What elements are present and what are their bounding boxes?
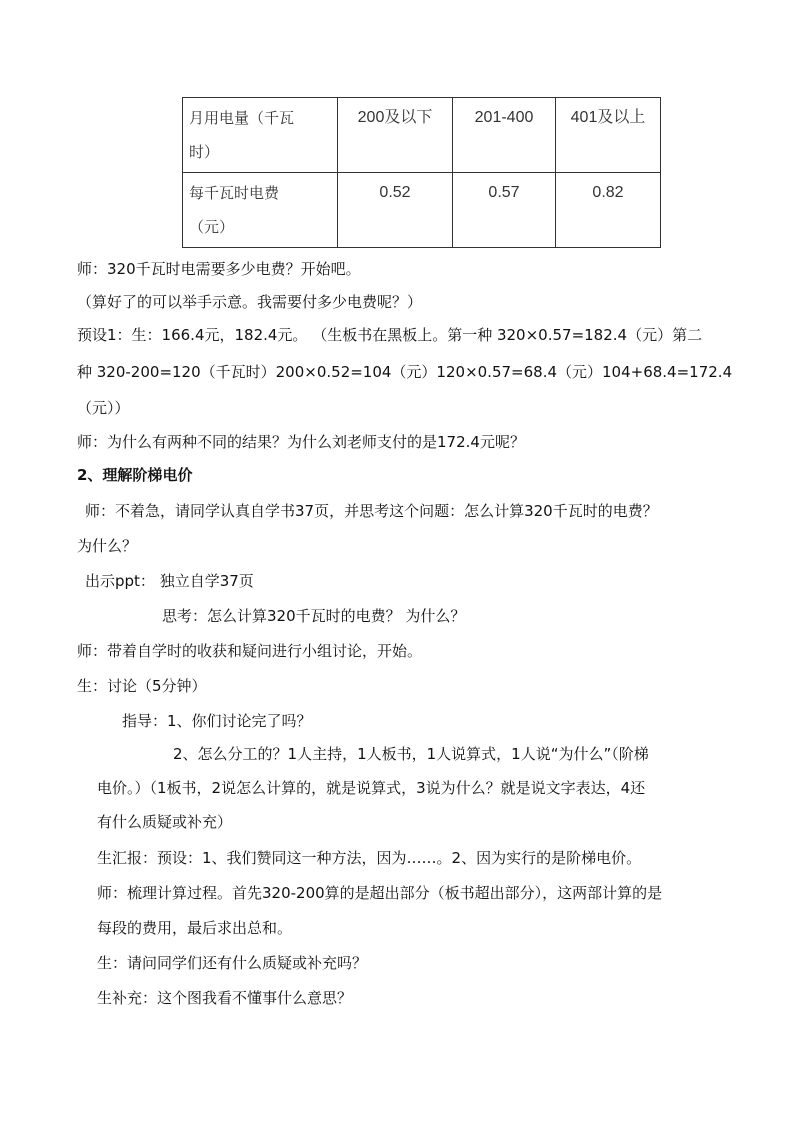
rate-label-line1: 每千瓦时电费 — [189, 184, 280, 202]
rate-label-line2: （元） — [189, 218, 235, 236]
tier-3-cell: 401及以上 — [556, 98, 661, 173]
text-line-7: 师：不着急，请同学认真自学书37页，并思考这个问题：怎么计算320千瓦时的电费？ — [85, 502, 658, 520]
text-line-5: （元）） — [77, 399, 130, 417]
table-row — [183, 173, 661, 248]
text-line-3: 预设1：生：166.4元，182.4元。 （生板书在黑板上。第一种 320×0.57=182.4（元）第二 — [77, 326, 703, 344]
header-label-line2: 时） — [189, 143, 220, 161]
text-line-10: 思考：怎么计算320千瓦时的电费？ 为什么？ — [162, 607, 466, 625]
text-line-14: 2、怎么分工的？1人主持，1人板书，1人说算式，1人说“为什么”（阶梯 — [173, 745, 649, 763]
tier-2-cell: 201-400 — [453, 98, 556, 173]
rate-2-cell: 0.57 — [453, 173, 556, 248]
table-header-label — [183, 98, 338, 173]
text-line-19: 每段的费用，最后求出总和。 — [97, 919, 293, 937]
text-line-11: 师：带着自学时的收获和疑问进行小组讨论，开始。 — [77, 642, 423, 660]
text-line-20: 生：请问同学们还有什么质疑或补充吗？ — [97, 954, 368, 972]
text-line-9: 出示ppt： 独立自学37页 — [85, 572, 254, 590]
header-label-line1: 月用电量（千瓦 — [189, 109, 295, 127]
text-line-13: 指导：1、你们讨论完了吗？ — [122, 712, 312, 730]
rate-3-cell: 0.82 — [556, 173, 661, 248]
text-line-18: 师：梳理计算过程。首先320-200算的是超出部分（板书超出部分），这两部计算的是 — [97, 884, 663, 902]
text-line-1: 师：320千瓦时电需要多少电费？开始吧。 — [77, 260, 361, 278]
text-line-12: 生：讨论（5分钟） — [77, 677, 207, 695]
text-line-17: 生汇报：预设：1、我们赞同这一种方法，因为……。2、因为实行的是阶梯电价。 — [97, 849, 642, 867]
text-line-16: 有什么质疑或补充） — [97, 813, 233, 831]
rate-1-cell: 0.52 — [338, 173, 453, 248]
text-line-15: 电价。）（1板书，2说怎么计算的，就是说算式，3说为什么？就是说文字表达，4还 — [97, 779, 646, 797]
text-line-2: （算好了的可以举手示意。我需要付多少电费呢？） — [77, 293, 423, 311]
section-heading: 2、理解阶梯电价 — [77, 466, 193, 484]
electricity-rate-table — [182, 97, 661, 248]
table-row — [183, 98, 661, 173]
text-line-6: 师：为什么有两种不同的结果？为什么刘老师支付的是172.4元呢？ — [77, 433, 525, 451]
rate-row-label — [183, 173, 338, 248]
tier-1-cell: 200及以下 — [338, 98, 453, 173]
text-line-8: 为什么？ — [77, 537, 138, 555]
text-line-4: 种 320-200=120（千瓦时）200×0.52=104（元）120×0.57=68.4（元）104+68.4=172.4 — [77, 363, 733, 381]
text-line-21: 生补充：这个图我看不懂事什么意思？ — [97, 989, 353, 1007]
